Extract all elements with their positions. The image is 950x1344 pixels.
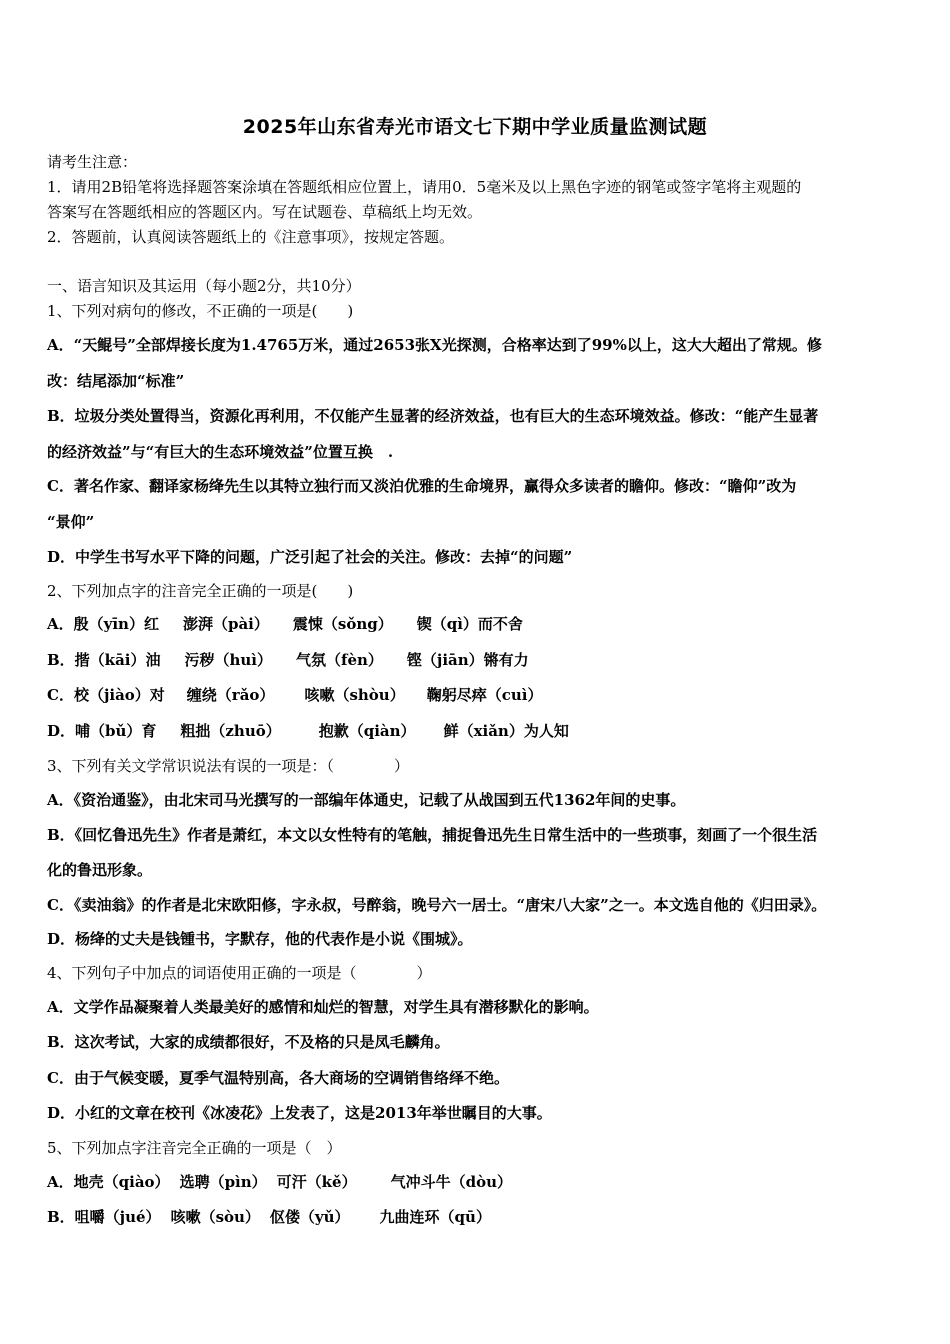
q3-option-b-line1: B．《回忆鲁迅先生》作者是萧红，本文以女性特有的笔触，捕捉鲁迅先生日常生活中的一些琐事，刻画了一个很生活 (47, 826, 818, 844)
q1-option-b-line1: B．垃圾分类处置得当，资源化再利用，不仅能产生显著的经济效益，也有巨大的生态环境效益。修改：“能产生显著 (47, 407, 819, 425)
q5-b-item: 九曲连环（qū） (379, 1208, 491, 1226)
page-title: 2025年山东省寿光市语文七下期中学业质量监测试题 (242, 116, 708, 138)
q3-stem: 3、下列有关文学常识说法有误的一项是：（ ） (47, 757, 410, 775)
q1-option-d: D．中学生书写水平下降的问题，广泛引起了社会的关注。修改：去掉“的问题” (47, 548, 573, 566)
q2-b-item: 气氛（fèn） (296, 651, 383, 669)
q4-option-c: C．由于气候变暖，夏季气温特别高，各大商场的空调销售络绎不绝。 (47, 1069, 509, 1087)
q5-a-item: 气冲斗牛（dòu） (390, 1173, 512, 1191)
q2-a-item: 澎湃（pài） (182, 615, 269, 633)
q2-d-item: 抱歉（qiàn） (318, 722, 416, 740)
q1-stem: 1、下列对病句的修改，不正确的一项是( ) (47, 302, 354, 320)
q5-a-item: 选聘（pìn） (179, 1173, 267, 1191)
q3-option-c: C．《卖油翁》的作者是北宋欧阳修，字永叔，号醉翁，晚号六一居士。“唐宋八大家”之一。本文选自他的《归田录》。 (47, 896, 827, 914)
q1-option-a-line2: 改：结尾添加“标准” (47, 372, 185, 390)
q2-b-item: 铿（jiān）锵有力 (406, 651, 529, 669)
q2-d-item: 粗拙（zhuō） (180, 722, 281, 740)
q5-b-item: B．咀嚼（jué） (47, 1208, 161, 1226)
q2-a-item: 锲（qì）而不舍 (416, 615, 523, 633)
q4-option-b: B．这次考试，大家的成绩都很好，不及格的只是凤毛麟角。 (47, 1033, 450, 1051)
q2-d-item: D．哺（bǔ）育 (47, 722, 157, 740)
q4-option-d: D．小红的文章在校刊《冰凌花》上发表了，这是2013年举世瞩目的大事。 (47, 1104, 552, 1122)
q5-option-b (47, 1207, 491, 1227)
q2-b-item: 污秽（huì） (184, 651, 273, 669)
q5-a-item: A．地壳（qiào） (47, 1173, 170, 1191)
q1-option-b-line2: 的经济效益”与“有巨大的生态环境效益”位置互换 . (47, 443, 394, 461)
section-heading: 一、语言知识及其运用（每小题2分，共10分） (47, 277, 361, 295)
q3-option-b-line2: 化的鲁迅形象。 (47, 861, 153, 879)
q2-a-item: A．殷（yīn）红 (47, 615, 159, 633)
q5-a-item: 可汗（kě） (276, 1173, 357, 1191)
q2-c-item: 咳嗽（shòu） (304, 686, 405, 704)
notice-item-1a: 1．请用2B铅笔将选择题答案涂填在答题纸相应位置上，请用0．5毫米及以上黑色字迹的钢笔或签字笔将主观题的 (47, 178, 802, 196)
q5-b-item: 咳嗽（sòu） (170, 1208, 260, 1226)
notice-item-1b: 答案写在答题纸相应的答题区内。写在试题卷、草稿纸上均无效。 (47, 203, 483, 221)
q2-stem: 2、下列加点字的注音完全正确的一项是( ) (47, 582, 354, 600)
q2-a-item: 震悚（sǒng） (292, 615, 393, 633)
q2-b-item: B．揩（kāi）油 (47, 651, 161, 669)
q2-c-item: 鞠躬尽瘁（cuì） (426, 686, 543, 704)
q2-option-c (47, 685, 542, 705)
q1-option-c-line1: C．著名作家、翻译家杨绛先生以其特立独行而又淡泊优雅的生命境界，赢得众多读者的瞻仰。修改：“瞻仰”改为 (47, 477, 797, 495)
q2-option-b (47, 650, 529, 670)
q5-stem: 5、下列加点字注音完全正确的一项是（ ） (47, 1139, 342, 1157)
q5-b-item: 伛偻（yǔ） (269, 1208, 350, 1226)
q2-option-a (47, 614, 523, 634)
q2-option-d (47, 721, 569, 741)
q4-option-a: A．文学作品凝聚着人类最美好的感情和灿烂的智慧，对学生具有潜移默化的影响。 (47, 998, 599, 1016)
q2-c-item: C．校（jiào）对 (47, 686, 165, 704)
q3-option-a: A．《资治通鉴》，由北宋司马光撰写的一部编年体通史，记载了从战国到五代1362年间的史事。 (47, 791, 686, 809)
notice-item-2: 2．答题前，认真阅读答题纸上的《注意事项》，按规定答题。 (47, 228, 455, 246)
q1-option-c-line2: “景仰” (47, 513, 95, 531)
q5-option-a (47, 1172, 512, 1192)
q2-d-item: 鲜（xiǎn）为人知 (443, 722, 569, 740)
q3-option-d: D．杨绛的丈夫是钱锺书，字默存，他的代表作是小说《围城》。 (47, 930, 473, 948)
q1-option-a-line1: A．“天鲲号”全部焊接长度为1.4765万米，通过2653张X光探测，合格率达到了99%以上，这大大超出了常规。修 (47, 336, 822, 354)
q2-c-item: 缠绕（rǎo） (186, 686, 275, 704)
notice-heading: 请考生注意： (47, 153, 138, 171)
q4-stem: 4、下列句子中加点的词语使用正确的一项是（ ） (47, 964, 432, 982)
